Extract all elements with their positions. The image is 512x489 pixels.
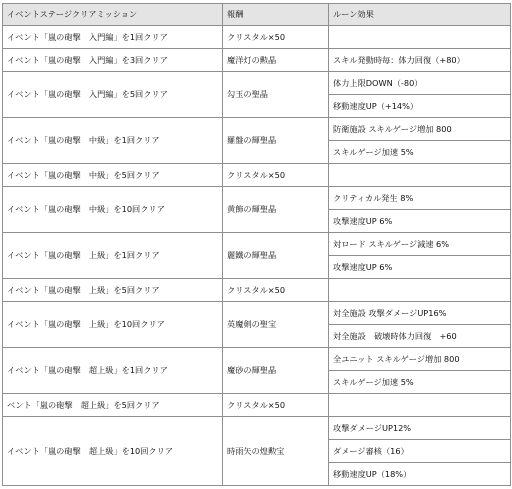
header-rune-effect: ルーン効果 xyxy=(329,4,511,26)
rune-effect-cell: 攻撃ダメージUP12% xyxy=(329,417,511,440)
table-body xyxy=(3,26,511,486)
rune-effect-cell: 移動速度UP（18%） xyxy=(329,463,511,486)
rune-effect-cell: スキルゲージ加速 5% xyxy=(329,141,511,164)
reward-cell: クリスタル×50 xyxy=(223,279,329,302)
reward-cell: クリスタル×50 xyxy=(223,394,329,417)
table-row xyxy=(3,302,511,325)
rune-effect-cell: 対ロード スキルゲージ減速 6% xyxy=(329,233,511,256)
rune-effect-cell xyxy=(329,394,511,417)
reward-cell: クリスタル×50 xyxy=(223,164,329,187)
reward-cell: 魔洋灯の勲晶 xyxy=(223,49,329,72)
rune-effect-cell xyxy=(329,164,511,187)
mission-cell: イベント「嵐の砲撃 中級」を1回クリア xyxy=(3,118,223,164)
rune-effect-cell: スキルゲージ加速 5% xyxy=(329,371,511,394)
mission-table xyxy=(2,3,511,486)
mission-cell: ベント「嵐の砲撃 超上級」を5回クリア xyxy=(3,394,223,417)
reward-cell: クリスタル×50 xyxy=(223,26,329,49)
table-row xyxy=(3,233,511,256)
mission-cell: イベント「嵐の砲撃 上級」を10回クリア xyxy=(3,302,223,348)
reward-cell: 麗鐵の輝聖晶 xyxy=(223,233,329,279)
reward-cell: 羅盤の輝聖晶 xyxy=(223,118,329,164)
mission-cell: イベント「嵐の砲撃 中級」を5回クリア xyxy=(3,164,223,187)
rune-effect-cell: 全ユニット スキルゲージ増加 800 xyxy=(329,348,511,371)
table-row xyxy=(3,279,511,302)
rune-effect-cell: 攻撃速度UP 6% xyxy=(329,256,511,279)
mission-cell: イベント「嵐の砲撃 入門編」を1回クリア xyxy=(3,26,223,49)
table-row xyxy=(3,72,511,95)
rune-effect-cell: ダメージ審核（16） xyxy=(329,440,511,463)
table-row xyxy=(3,348,511,371)
table-row xyxy=(3,118,511,141)
rune-effect-cell xyxy=(329,26,511,49)
table-header-row xyxy=(3,4,511,26)
header-mission: イベントステージクリアミッション xyxy=(3,4,223,26)
header-reward: 報酬 xyxy=(223,4,329,26)
rune-effect-cell: 対全施設 攻撃ダメージUP16% xyxy=(329,302,511,325)
mission-cell: イベント「嵐の砲撃 上級」を5回クリア xyxy=(3,279,223,302)
table-row xyxy=(3,394,511,417)
mission-cell: イベント「嵐の砲撃 上級」を1回クリア xyxy=(3,233,223,279)
reward-cell: 英魔剣の聖宝 xyxy=(223,302,329,348)
rune-effect-cell xyxy=(329,279,511,302)
mission-cell: イベント「嵐の砲撃 入門編」を3回クリア xyxy=(3,49,223,72)
rune-effect-cell: 対全施設 破壊時体力回復 +60 xyxy=(329,325,511,348)
reward-cell: 時雨矢の煌勲宝 xyxy=(223,417,329,486)
rune-effect-cell: クリティカル発生 8% xyxy=(329,187,511,210)
rune-effect-cell: 攻撃速度UP 6% xyxy=(329,210,511,233)
table-row xyxy=(3,164,511,187)
mission-cell: イベント「嵐の砲撃 超上級」を1回クリア xyxy=(3,348,223,394)
table-row xyxy=(3,49,511,72)
mission-cell: イベント「嵐の砲撃 超上級」を10回クリア xyxy=(3,417,223,486)
reward-cell: 黄飾の輝聖晶 xyxy=(223,187,329,233)
reward-cell: 勾玉の聖晶 xyxy=(223,72,329,118)
table-row xyxy=(3,417,511,440)
table-row xyxy=(3,26,511,49)
rune-effect-cell: 防衛施設 スキルゲージ増加 800 xyxy=(329,118,511,141)
rune-effect-cell: 移動速度UP（+14%） xyxy=(329,95,511,118)
rune-effect-cell: スキル発動時毎：体力回復（+80） xyxy=(329,49,511,72)
table-row xyxy=(3,187,511,210)
rune-effect-cell: 体力上限DOWN（-80） xyxy=(329,72,511,95)
mission-cell: イベント「嵐の砲撃 中級」を10回クリア xyxy=(3,187,223,233)
mission-cell: イベント「嵐の砲撃 入門編」を5回クリア xyxy=(3,72,223,118)
reward-cell: 魔砂の輝聖晶 xyxy=(223,348,329,394)
